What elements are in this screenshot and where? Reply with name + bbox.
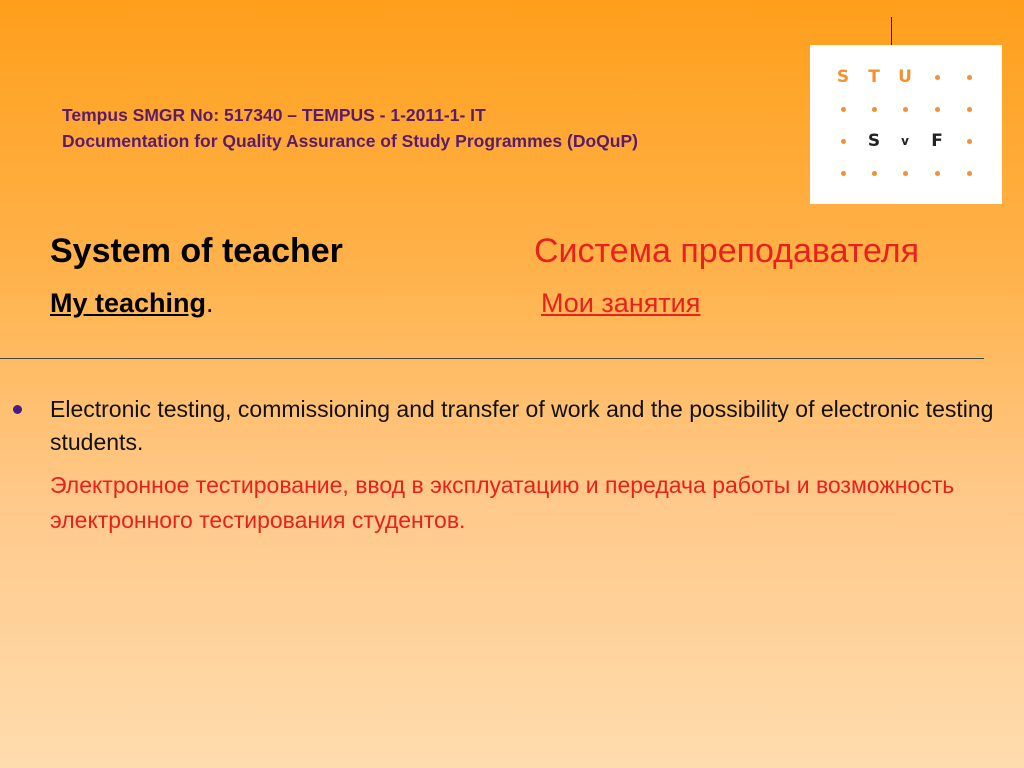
subtitle-period: .	[206, 288, 214, 318]
subtitle-english	[50, 288, 214, 319]
logo-letter-v: v	[901, 134, 909, 148]
my-teaching-link-russian[interactable]: Мои занятия	[541, 288, 701, 318]
logo-dot	[967, 75, 972, 80]
logo-dot	[841, 107, 846, 112]
header-title-line: Documentation for Quality Assurance of Study Programmes (DoQuP)	[62, 131, 638, 151]
my-teaching-link[interactable]: My teaching	[50, 288, 207, 318]
logo-letter-t: T	[868, 67, 880, 87]
logo-dot	[935, 107, 940, 112]
logo-dot	[967, 139, 972, 144]
header-project-line: Tempus SMGR No: 517340 – TEMPUS - 1-2011-1- IT	[62, 105, 486, 125]
logo-letter-f: F	[931, 131, 943, 151]
section-divider	[0, 358, 984, 359]
logo-dot	[903, 171, 908, 176]
stu-svf-logo	[810, 45, 1002, 204]
logo-letter-s-dark: S	[867, 131, 881, 151]
logo-dot	[841, 139, 846, 144]
slide-header	[62, 102, 638, 154]
logo-dot	[872, 171, 877, 176]
logo-dot	[935, 171, 940, 176]
slide-title-russian: Система преподавателя	[534, 232, 919, 270]
bullet-text-russian: Электронное тестирование, ввод в эксплуатацию и передача работы и возможность электронного тестирования студентов.	[50, 472, 955, 533]
logo-dot	[872, 107, 877, 112]
bullet-icon	[13, 405, 22, 414]
logo-divider	[891, 17, 892, 45]
logo-dot	[841, 171, 846, 176]
logo-letter-s: S	[836, 67, 850, 87]
logo-dot	[903, 107, 908, 112]
logo-letter-u: U	[898, 67, 912, 87]
logo-dot	[935, 75, 940, 80]
logo-dot	[967, 171, 972, 176]
slide-title-english: System of teacher	[50, 232, 343, 270]
logo-dot	[967, 107, 972, 112]
bullet-text-english: Electronic testing, commissioning and transfer of work and the possibility of electronic testing students.	[50, 396, 994, 455]
